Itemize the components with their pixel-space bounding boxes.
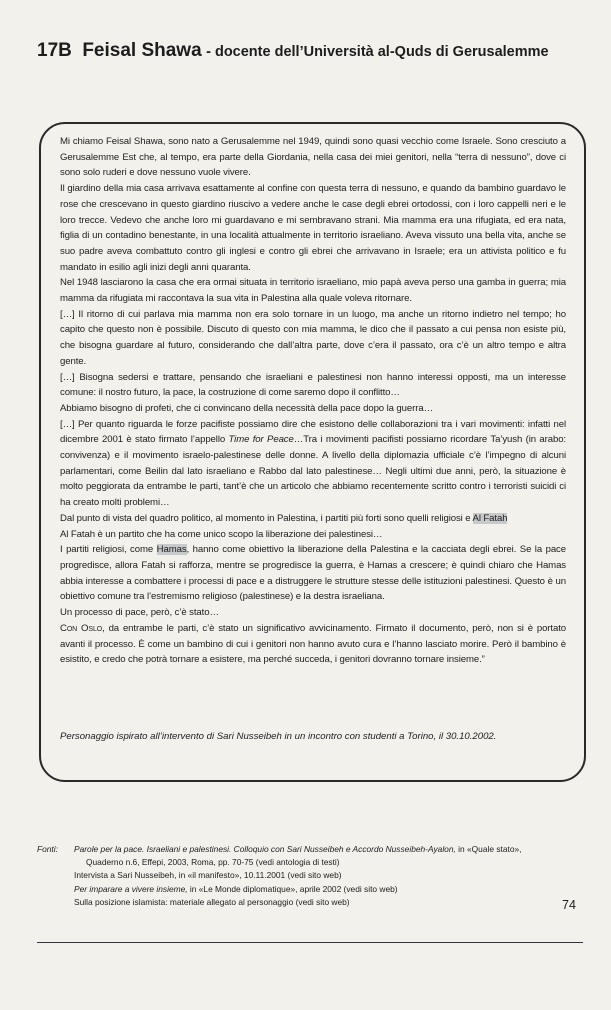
paragraph: Al Fatah è un partito che ha come unico scopo la liberazione dei palestinesi… [60, 528, 383, 540]
paragraph [60, 511, 566, 527]
paragraph-part: I partiti religiosi, come [60, 544, 157, 556]
source-item: Per imparare a vivere insieme, in «Le Monde diplomatique», aprile 2002 (vedi sito web) [74, 883, 398, 894]
highlight-hamas: Hamas [156, 544, 187, 556]
character-role: - docente dell’Università al-Quds di Gerusalemme [206, 44, 549, 60]
source-item: Intervista a Sari Nusseibeh, in «il manifesto», 10.11.2001 (vedi sito web) [74, 870, 342, 881]
paragraph [60, 542, 566, 605]
source-item-continued: Quaderno n.6, Effepi, 2003, Roma, pp. 70-75 (vedi antologia di testi) [86, 857, 340, 868]
source-title: Per imparare a vivere insieme, [74, 883, 188, 894]
paragraph [60, 621, 566, 668]
page-header [37, 40, 597, 62]
section-number: 17B [37, 40, 72, 61]
page-number: 74 [562, 898, 576, 912]
paragraph [60, 417, 566, 511]
highlight-al-fatah: Al Fatah [472, 512, 508, 524]
paragraph: Abbiamo bisogno di profeti, che ci convincano della necessità della pace dopo la guerra… [60, 402, 434, 414]
paragraph: […] Il ritorno di cui parlava mia mamma non era solo tornare in un luogo, ma anche un ritorno indietro nel tempo; ho capito che questo non è possibile. Discuto di questo con mia mamma, le dico che il passato a cui pensa non esiste più, che bisogna guardare al futuro, considerando che dall’altra parte, dove c’era il passato, ora c’è un altro tempo e altra gente. [60, 308, 566, 367]
paragraph-part: …Tra i movimenti pacifisti possiamo ricordare Ta’yush (in arabo: convivenza) e il movimento israelo-palestinese delle donne. A livello della diplomazia ufficiale c’è l’impegno di alcuni parlamentari, come Beilin dal lato israeliano e Rabbo dal lato palestinese… Negli ultimi due anni, però, la situazione è molto peggiorata da entrambe le parti, tant’è che un articolo che abbiamo recentemente scritto contro i terroristi suicidi ci ha creato molti problemi… [60, 434, 566, 509]
paragraph: Il giardino della mia casa arrivava esattamente al confine con questa terra di nessuno, e quando da bambino guardavo le rose che crescevano in questo giardino riuscivo a vedere anche le case degli ebrei ortodossi, con i loro cappelli neri e le loro trecce. Vedevo che anche loro mi guardavano e mi sembravano strani. Mia mamma era una rifugiata, ed era nata, figlia di un contadino benestante, in una località attualmente in territorio israeliano. Aveva vissuto una bella vita, anche se suo padre aveva combattuto contro gli inglesi e contro gli ebrei che arrivavano in Israele; era un attivista politico e fu mandato in esilio agli inizi degli anni quaranta. [60, 183, 566, 273]
testimony-text [60, 134, 566, 668]
source-item: Parole per la pace. Israeliani e palestinesi. Colloquio con Sari Nusseibeh e Accordo Nusseibeh-Ayalon, in «Quale stato», [74, 844, 522, 854]
character-name: Feisal Shawa [82, 40, 202, 61]
paragraph: Mi chiamo Feisal Shawa, sono nato a Gerusalemme nel 1949, quindi sono quasi vecchio come Israele. Sono cresciuto a Gerusalemme Est che, al tempo, era parte della Giordania, nella casa dei miei genitori, nella “terra di nessuno”, dove ci sono solo ruderi e dove nessuno vuole vivere. [60, 136, 566, 179]
paragraph: […] Bisogna sedersi e trattare, pensando che israeliani e palestinesi non hanno interessi opposti, ma un interesse comune: il nostro futuro, la pace, la costruzione di come saremo dopo il conflitto… [60, 371, 566, 399]
paragraph-part: , da entrambe le parti, c’è stato un significativo avvicinamento. Firmato il documento, però, non si è portato avanti il processo. È come un bambino di cui i genitori non hanno avuto cura e l’hanno lasciato morire. Però il bambino è esistito, e credo che potrà tornare a esistere, ma perché succeda, i genitori dovranno tornare insieme.” [60, 622, 566, 666]
sources-list [74, 843, 585, 909]
paragraph-part: , hanno come obiettivo la liberazione della Palestina e la cacciata degli ebrei. Se la pace progredisce, allora Fatah si rafforza, mentre se progredisce la guerra, è Hamas a crescere; è quindi chiaro che Hamas abbia interesse a combattere i processi di pace e a distruggere le strutture stesse delle istituzioni palestinesi. Questo è un obiettivo comune tra l’estremismo religioso (palestinese) e la destra israeliana. [60, 544, 566, 603]
paragraph-part: Dal punto di vista del quadro politico, al momento in Palestina, i partiti più forti sono quelli religiosi e [60, 512, 473, 524]
source-item: Sulla posizione islamista: materiale allegato al personaggio (vedi sito web) [74, 896, 350, 907]
appeal-title: Time for Peace [228, 434, 294, 446]
paragraph-part: […] Per quanto riguarda le forze pacifiste possiamo dire che esistono delle collaborazioni tra i vari movimenti: infatti nel dicembre 2001 è stato firmato l’appello [60, 418, 566, 446]
footer-rule [37, 942, 583, 943]
oslo-smallcaps: Con Oslo [60, 622, 103, 634]
sources-label: Fonti: [37, 844, 58, 854]
paragraph: Un processo di pace, però, c’è stato… [60, 607, 219, 619]
source-title: Parole per la pace. Israeliani e palestinesi. Colloquio con Sari Nusseibeh e Accordo Nusseibeh-Ayalon, [74, 844, 456, 854]
character-credit: Personaggio ispirato all’intervento di Sari Nusseibeh in un incontro con studenti a Torino, il 30.10.2002. [60, 731, 497, 742]
paragraph: Nel 1948 lasciarono la casa che era ormai situata in territorio israeliano, mio papà aveva perso una gamba in guerra; mia mamma da rifugiata mi raccontava la sua vita in Palestina alla quale voleva ritornare. [60, 277, 566, 305]
